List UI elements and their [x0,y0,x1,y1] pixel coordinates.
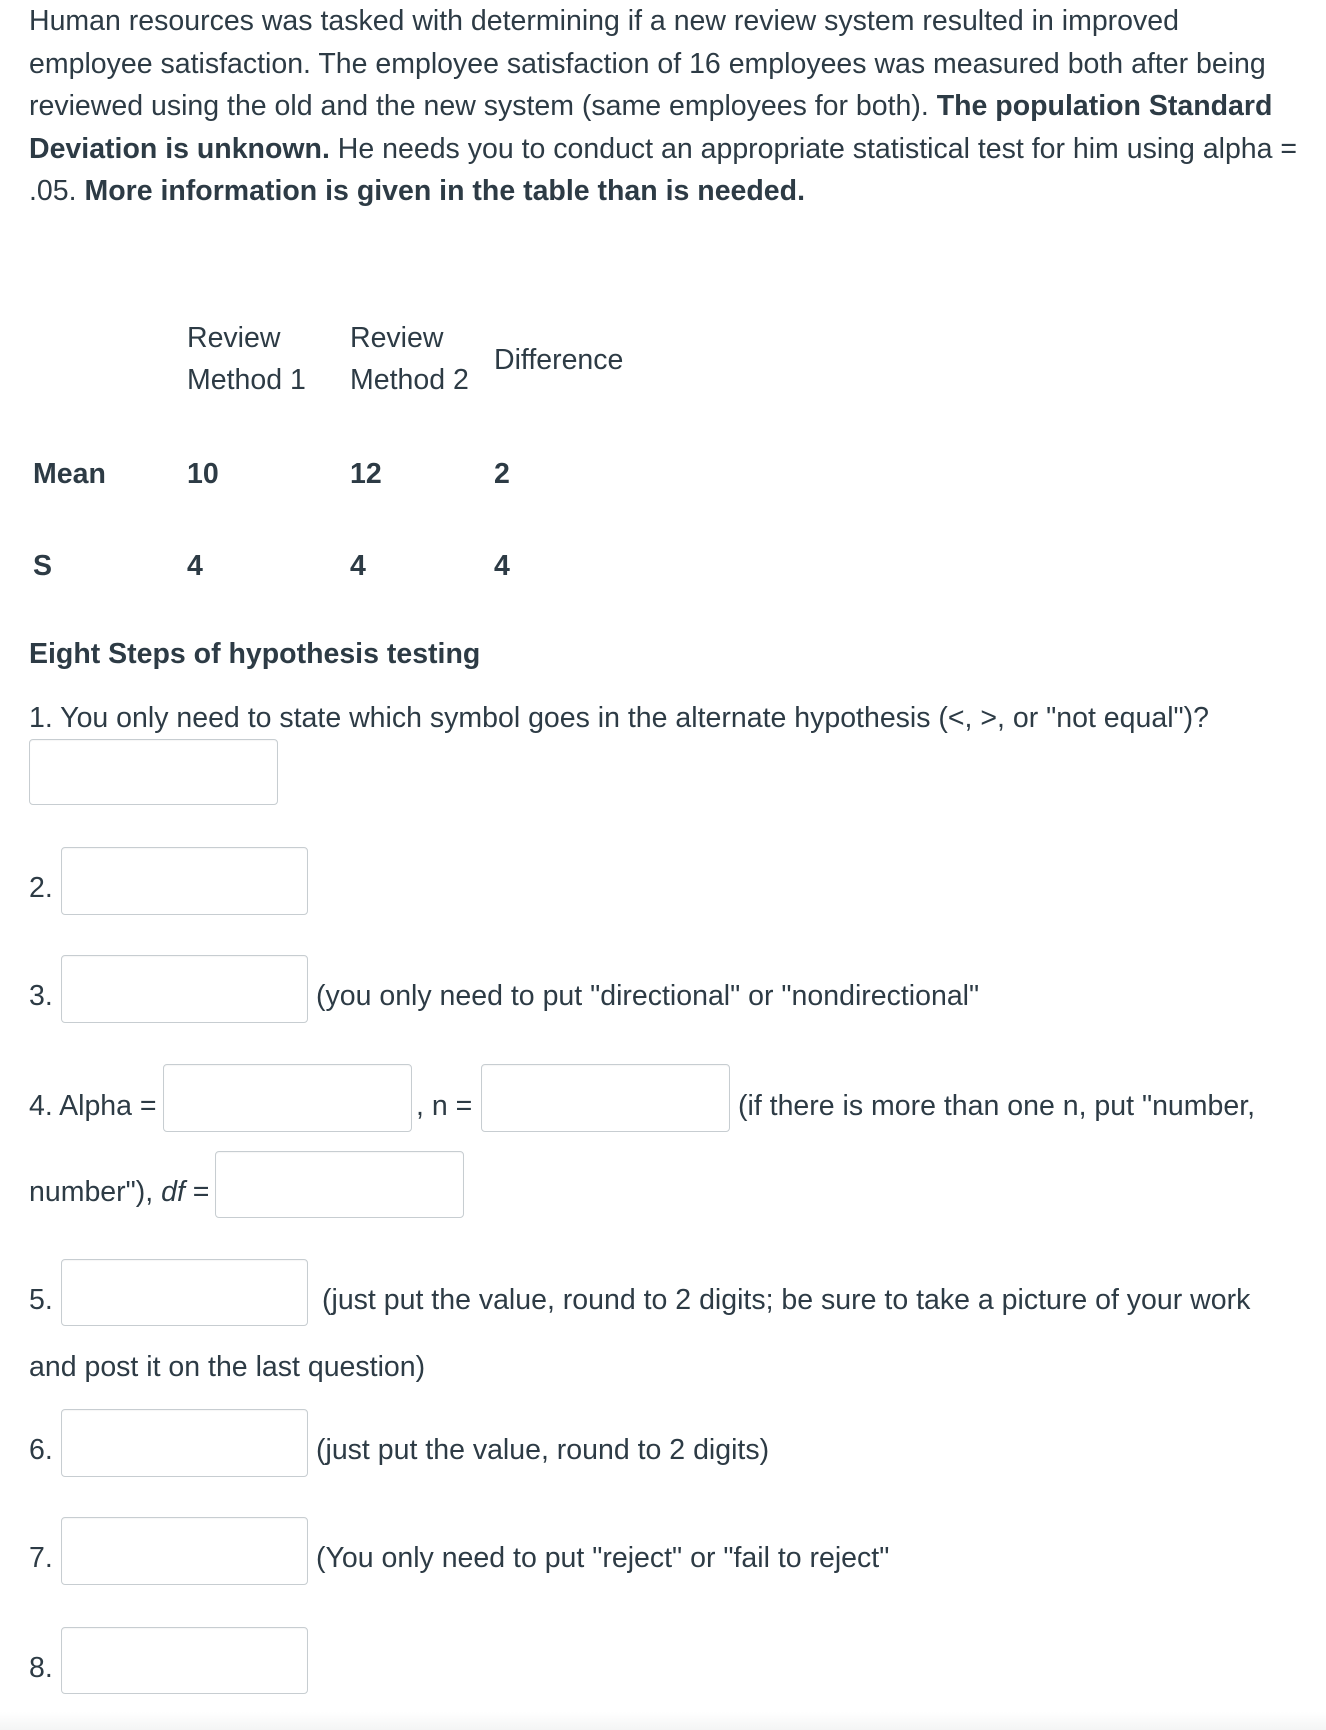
step6-answer-input[interactable] [61,1409,308,1477]
step5-hint-line1: (just put the value, round to 2 digits; be sure to take a picture of your work [322,1284,1251,1316]
step3-label: 3. [29,980,53,1012]
col-header-method1 [187,317,306,401]
step4-hint-line1: (if there is more than one n, put "number, [738,1090,1256,1122]
step1-question: 1. You only need to state which symbol goes in the alternate hypothesis (<, >, or "not equal")? [29,702,1209,734]
col-header-method2-line1: Review [350,322,444,354]
steps-heading: Eight Steps of hypothesis testing [29,638,481,670]
cell-mean-method1: 10 [187,458,219,490]
step8-label: 8. [29,1652,53,1684]
intro-bold-2: More information is given in the table than is needed. [84,175,805,207]
col-header-difference: Difference [494,344,624,376]
df-input[interactable] [215,1151,464,1218]
step7-label: 7. [29,1542,53,1574]
step5-hint-line2: and post it on the last question) [29,1351,426,1383]
cell-s-method2: 4 [350,550,366,582]
question-intro [29,0,1299,213]
cell-s-method1: 4 [187,550,203,582]
page-bottom-edge [0,1712,1326,1730]
row-label-s: S [33,550,53,582]
col-header-method2 [350,317,469,401]
cell-mean-method2: 12 [350,458,382,490]
step3-hint: (you only need to put "directional" or "nondirectional" [316,980,980,1012]
intro-text-1: Human resources was tasked with determining if a new review system resulted in improved employee satisfaction. The employee satisfaction of 16 employees was measured both after being reviewed using the old and the new system (same employees for both). [29,5,1266,122]
col-header-method2-line2: Method 2 [350,364,469,396]
step7-hint: (You only need to put "reject" or "fail to reject" [316,1542,890,1574]
step4-n-label: , n = [416,1090,473,1122]
step6-hint: (just put the value, round to 2 digits) [316,1434,770,1466]
intro-text-2: He needs you to conduct an appropriate statistical test for him using alpha = .05. [29,132,1298,207]
intro-bold-1: The population Standard Deviation is unknown. [29,90,1273,165]
cell-s-difference: 4 [494,550,510,582]
df-equals: = [192,1176,210,1208]
step1-answer-input[interactable] [29,739,278,805]
col-header-method1-line2: Method 1 [187,364,306,396]
col-header-method1-line1: Review [187,322,281,354]
step5-label: 5. [29,1284,53,1316]
alpha-input[interactable] [163,1064,412,1132]
step4-alpha-label: 4. Alpha = [29,1090,157,1122]
step4-hint-line2-text: number"), [29,1176,154,1208]
step8-answer-input[interactable] [61,1627,308,1694]
df-label: df [161,1176,185,1208]
cell-mean-difference: 2 [494,458,510,490]
n-input[interactable] [481,1064,730,1132]
step5-answer-input[interactable] [61,1259,308,1326]
row-label-mean: Mean [33,458,106,490]
step2-label: 2. [29,872,53,904]
step4-hint-line2 [29,1175,209,1209]
step3-answer-input[interactable] [61,955,308,1023]
step2-answer-input[interactable] [61,847,308,915]
step6-label: 6. [29,1434,53,1466]
step7-answer-input[interactable] [61,1517,308,1585]
